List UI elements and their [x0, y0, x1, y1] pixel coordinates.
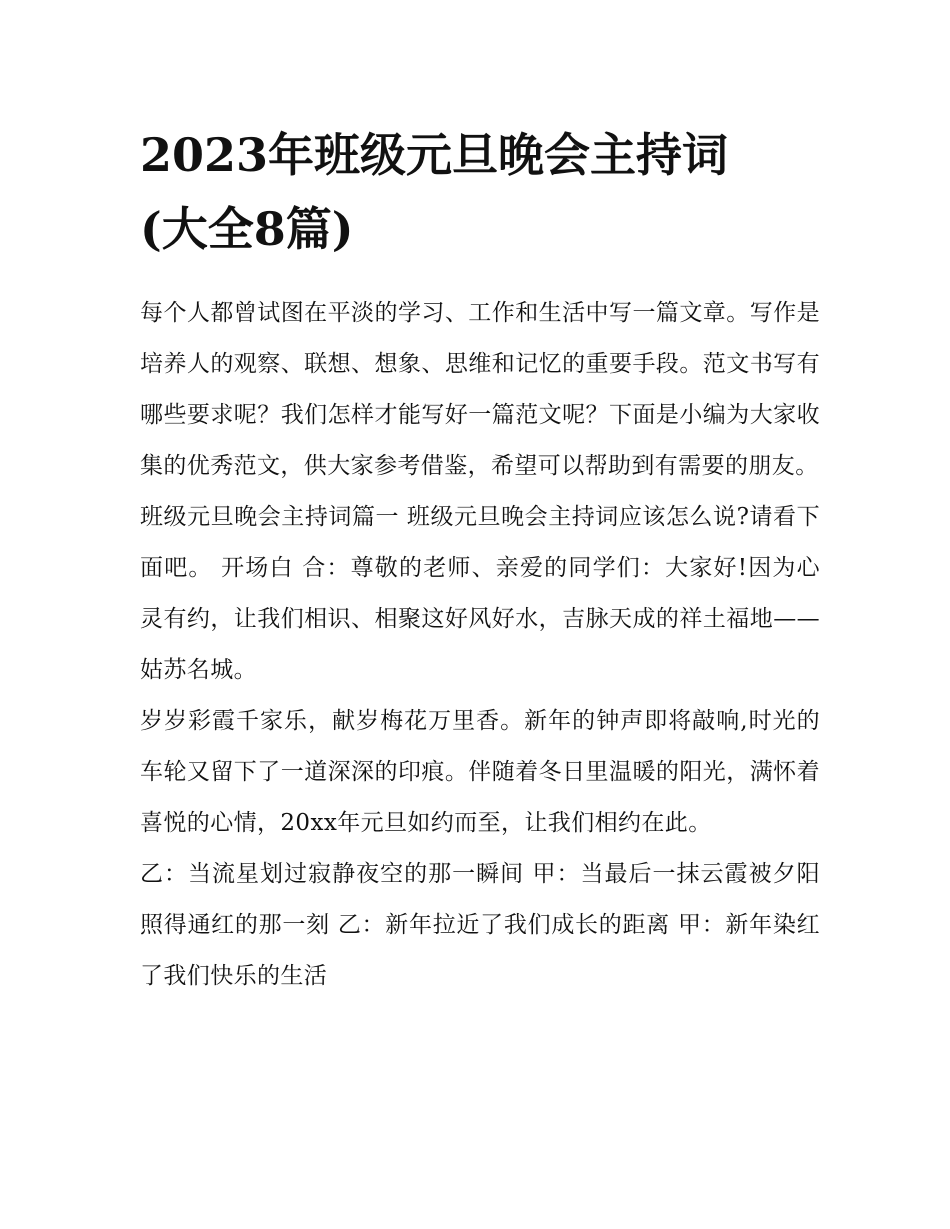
- paragraph-dialogue: 乙：当流星划过寂静夜空的那一瞬间 甲：当最后一抹云霞被夕阳照得通红的那一刻 乙：新年拉近了我们成长的距离 甲：新年染红了我们快乐的生活: [140, 861, 820, 989]
- paragraph-new-year: 岁岁彩霞千家乐，献岁梅花万里香。新年的钟声即将敲响,时光的车轮又留下了一道深深的印痕。伴随着冬日里温暖的阳光，满怀着喜悦的心情，20xx年元旦如约而至，让我们相约在此。: [140, 708, 820, 836]
- paragraph-opening: 班级元旦晚会主持词篇一 班级元旦晚会主持词应该怎么说?请看下面吧。 开场白 合：尊敬的老师、亲爱的同学们：大家好!因为心灵有约，让我们相识、相聚这好风好水，吉脉天成的祥土福地——姑苏名城。: [140, 504, 820, 683]
- document-page: [140, 0, 820, 1002]
- title-line-2: (大全8篇): [140, 202, 354, 256]
- document-title: [140, 118, 820, 266]
- paragraph-intro: 每个人都曾试图在平淡的学习、工作和生活中写一篇文章。写作是培养人的观察、联想、想象、思维和记忆的重要手段。范文书写有哪些要求呢？我们怎样才能写好一篇范文呢？下面是小编为大家收集的优秀范文，供大家参考借鉴，希望可以帮助到有需要的朋友。: [140, 300, 820, 479]
- title-line-1: 2023年班级元旦晚会主持词: [140, 128, 729, 182]
- document-body: [140, 288, 820, 1002]
